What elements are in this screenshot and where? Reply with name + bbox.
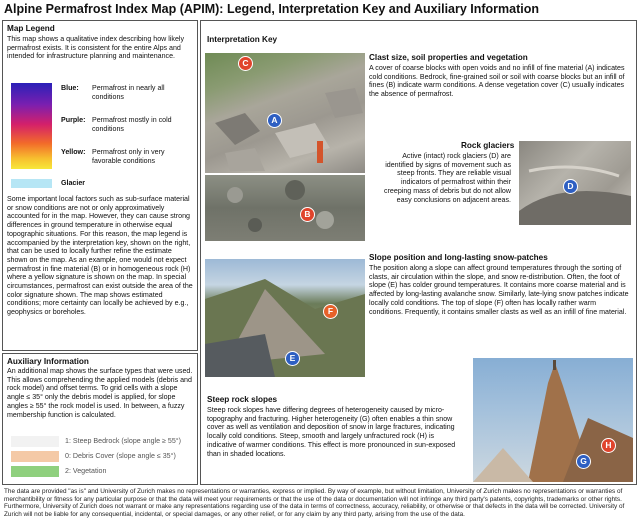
rock-glaciers-body: Active (intact) rock glaciers (D) are identified by signs of movement such as steep fronts. They are reliable visual indicators of permafrost within their creeping mass of debris but do not allow easy conclusions on adjacent areas. — [384, 152, 511, 204]
glacier-swatch — [11, 179, 52, 188]
map-legend-panel — [2, 20, 198, 351]
yellow-label: Yellow: — [61, 148, 86, 156]
blue-label: Blue: — [61, 84, 79, 92]
marker-a: A — [267, 113, 282, 128]
purple-label: Purple: — [61, 116, 86, 124]
clast-title: Clast size, soil properties and vegetation — [369, 53, 528, 62]
marker-d: D — [563, 179, 578, 194]
debris-cover-swatch — [11, 451, 59, 462]
slope-position-title: Slope position and long-lasting snow-patches — [369, 253, 548, 262]
disclaimer-footer: The data are provided "as is" and University of Zurich makes no representations or warranties, express or implied. By way of example, but without limitation, University of Zurich makes no representations or warranties of merchantibility or fitness for any particular purpose or that the data will meet your requirements or that the use of the data or documentation will not infringe any third party's patents, copyrights, trademarks or other rights. Furthermore, University of Zurich does not warrant or make any representations regarding use of the data in terms of correctness, accuracy, reliability, or otherwise or that defects in the data will be corrected. University of Zurich will not be liable for any consequential, incidental, or special damages, or any other relief, or for any claim by any third party, arising from the use of the data. — [4, 488, 625, 518]
page-title: Alpine Permafrost Index Map (APIM): Legend, Interpretation Key and Auxiliary Information — [4, 2, 540, 16]
vegetation-swatch — [11, 466, 59, 477]
slope-position-photo — [205, 259, 365, 377]
auxiliary-body: An additional map shows the surface types that were used. This allows comprehending the applied models (debris and rock model) and offset terms. To grid cells with a slope angle ≤ 35° only the debris model is applied, for slope angles ≥ 55° the rock model is used. In between, a fuzzy membership function is calculated. — [7, 367, 193, 419]
steep-bedrock-swatch — [11, 436, 59, 447]
rock-glacier-photo — [519, 141, 631, 225]
steep-rock-photo — [473, 358, 633, 482]
blue-description: Permafrost in nearly all conditions — [92, 84, 165, 101]
steep-bedrock-label: 1: Steep Bedrock (slope angle ≥ 55°) — [65, 437, 181, 445]
map-legend-intro: This map shows a qualitative index describing how likely permafrost exists. It is consistent for the entire Alps and intended for infrastructure planning and maintenance. — [7, 35, 185, 61]
clast-body: A cover of coarse blocks with open voids and no infill of fine material (A) indicates cold conditions. Bedrock, fine-grained soil or soil with coarse blocks but an infill of fines (B) indicate warm conditions. A dense vegetation cover (C) usually indicates the absence of permafrost. — [369, 64, 625, 99]
marker-c: C — [238, 56, 253, 71]
glacier-label: Glacier — [61, 179, 86, 187]
steep-rock-title: Steep rock slopes — [207, 395, 278, 404]
fine-material-photo — [205, 175, 365, 241]
marker-e: E — [285, 351, 300, 366]
steep-rock-body: Steep rock slopes have differing degrees of heterogeneity caused by micro-topography and fracturing. Higher heterogeneity (G) often enables a thin snow cover as well as ventilation and deposition of snow in large fractures, indicating locally cold conditions. Steep, smooth and largely unfractured rock (H) is indicative of warmer conditions. This effect is more pronounced in sun-exposed than in shaded locations. — [207, 406, 456, 458]
debris-cover-label: 0: Debris Cover (slope angle ≤ 35°) — [65, 452, 176, 460]
rock-glaciers-title: Rock glaciers — [461, 141, 515, 150]
marker-g: G — [576, 454, 591, 469]
marker-b: B — [300, 207, 315, 222]
vegetation-label: 2: Vegetation — [65, 467, 107, 475]
yellow-description: Permafrost only in very favorable conditions — [92, 148, 165, 165]
interpretation-key-heading: Interpretation Key — [207, 35, 278, 44]
slope-position-body: The position along a slope can affect ground temperatures through the sorting of clasts, air circulation within the slope, and snow re-distribution. Often, the foot of slope (E) has colder ground temperatures. It contains more coarse material and is affected by long-lasting avalanche snow. Similarly, late-lying snow patches indicate locally cold conditions. The top of slope (F) often has locally rather warm conditions. Frequently, it contains smaller clasts as well as an infill of fine material. — [369, 264, 629, 316]
map-legend-heading: Map Legend — [7, 24, 55, 33]
auxiliary-panel — [2, 353, 198, 485]
purple-description: Permafrost mostly in cold conditions — [92, 116, 172, 133]
map-legend-body: Some important local factors such as sub-surface material or snow conditions are not or only approximatively accounted for in the map. However, they can cause strong differences in ground temperature in otherwise equal topographic situations. For this reason, the map legend is accompanied by the interpretation key, shown on the right, that can be used to locally further refine the estimate shown on the map. As an example, one would not expect permafrost in fine material (B) or in homogeneous rock (H) where a yellow signature is shown on the map. In special circumstances, permafrost can exist outside the area of the color signature shown. The map shows estimated conditions; more certainty can locally be achieved by e.g., geophysics or boreholes. — [7, 195, 193, 317]
permafrost-color-scale — [11, 83, 52, 169]
clast-blocks-photo — [205, 53, 365, 173]
interpretation-key-panel — [200, 20, 637, 485]
marker-h: H — [601, 438, 616, 453]
auxiliary-heading: Auxiliary Information — [7, 357, 89, 366]
marker-f: F — [323, 304, 338, 319]
